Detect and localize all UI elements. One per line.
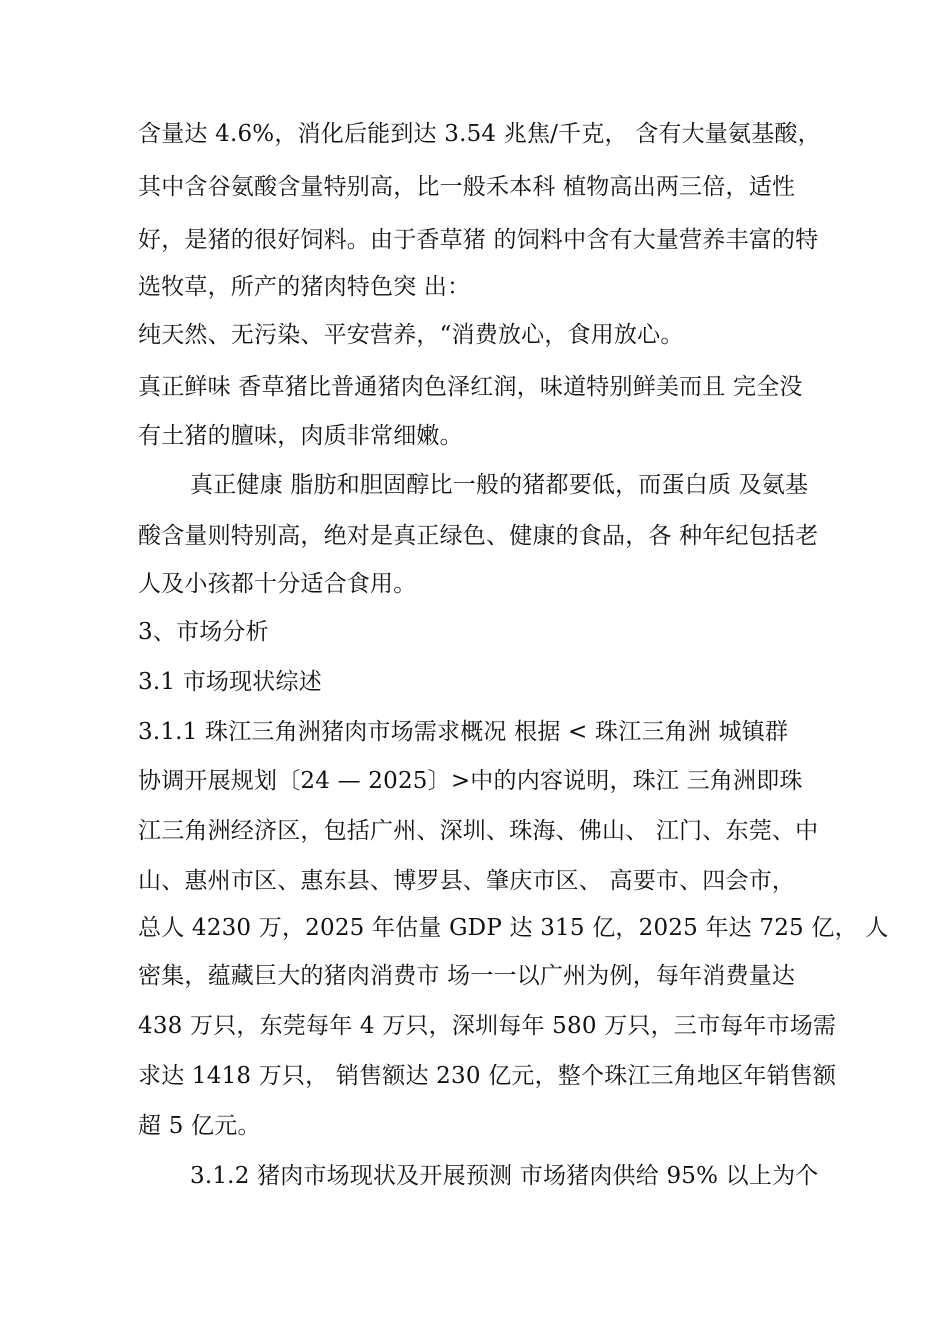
text-line: 有土猪的膻味，肉质非常细嫩。 [138,423,463,449]
text-line: 其中含谷氨酸含量特别高，比一般禾本科 植物高出两三倍，适性 [138,174,796,200]
text-line: 3.1.1 珠江三角洲猪肉市场需求概况 根据 < 珠江三角洲 城镇群 [138,719,789,745]
text-line: 含量达 4.6%，消化后能到达 3.54 兆焦/千克， 含有大量氨基酸， [138,121,821,147]
text-line: 超 5 亿元。 [138,1113,261,1139]
text-line: 酸含量则特别高，绝对是真正绿色、健康的食品，各 种年纪包括老 [138,523,819,549]
paragraph-indented-line: 真正健康 脂肪和胆固醇比一般的猪都要低，而蛋白质 及氨基 [190,472,809,498]
text-line: 纯天然、无污染、平安营养，“消费放心，食用放心。 [138,322,684,348]
text-line: 人及小孩都十分适合食用。 [138,571,417,597]
text-line: 总人 4230 万，2025 年估量 GDP 达 315 亿，2025 年达 725 亿， 人 [138,915,889,941]
text-line: 真正鲜味 香草猪比普通猪肉色泽红润，味道特别鲜美而且 完全没 [138,374,803,400]
text-line: 山、惠州市区、惠东县、博罗县、肇庆市区、 高要市、四会市， [138,868,796,894]
subsection-heading: 3.1 市场现状综述 [138,669,322,695]
text-line: 求达 1418 万只， 销售额达 230 亿元，整个珠江三角地区年销售额 [138,1063,837,1089]
text-line: 438 万只，东莞每年 4 万只，深圳每年 580 万只，三市每年市场需 [138,1013,837,1039]
text-line: 好，是猪的很好饲料。由于香草猪 的饲料中含有大量营养丰富的特 [138,227,819,253]
text-line: 选牧草，所产的猪肉特色突 出： [138,274,471,300]
text-line: 协调开展规划〔24 — 2025〕>中的内容说明，珠江 三角洲即珠 [138,768,803,794]
section-heading: 3、市场分析 [138,619,269,645]
text-line: 密集，蕴藏巨大的猪肉消费市 场一一以广州为例，每年消费量达 [138,963,796,989]
text-line: 江三角洲经济区，包括广州、深圳、珠海、佛山、 江门、东莞、中 [138,818,819,844]
paragraph-indented-line: 3.1.2 猪肉市场现状及开展预测 市场猪肉供给 95% 以上为个 [190,1163,819,1189]
